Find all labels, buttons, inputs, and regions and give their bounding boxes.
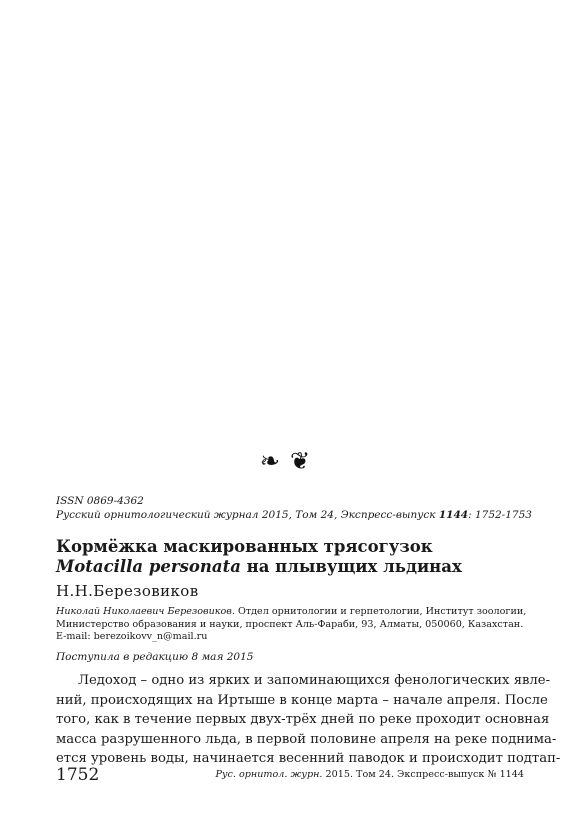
- title-species-name: Motacilla personata: [56, 557, 241, 576]
- title-line-2-rest: на плывущих льдинах: [240, 557, 462, 576]
- body-line: ется уровень воды, начинается весенний паводок и происходит подтап-: [56, 751, 561, 766]
- received-date: Поступила в редакцию 8 мая 2015: [56, 651, 254, 663]
- affiliation-line-2: Министерство образования и науки, проспект Аль-Фараби, 93, Алматы, 050060, Казахстан.: [56, 618, 524, 630]
- footer-journal-abbr: Рус. орнитол. журн.: [215, 769, 323, 780]
- running-footer: [216, 769, 525, 781]
- title-line-2: [56, 557, 462, 577]
- journal-issue-number: 1144: [438, 509, 469, 521]
- ornament-divider: [0, 447, 580, 475]
- journal-citation: [56, 508, 536, 522]
- ornament-glyph: ❧❦: [259, 447, 321, 475]
- issn-line: ISSN 0869-4362: [56, 495, 144, 507]
- body-line: Ледоход – одно из ярких и запоминающихся фенологических явле-: [78, 673, 551, 688]
- journal-pages: : 1752-1753: [468, 509, 532, 521]
- title-line-1: Кормёжка маскированных трясогузок: [56, 537, 433, 556]
- body-line: масса разрушенного льда, в первой половине апреля на реке поднима-: [56, 731, 557, 747]
- body-line: того, как в течение первых двух-трёх дней по реке проходит основная: [56, 712, 550, 727]
- article-body: [56, 671, 561, 769]
- author-name: Н.Н.Березовиков: [56, 582, 199, 600]
- affiliation-line-1: [56, 606, 526, 619]
- affiliation-email: E-mail: berezoikovv_n@mail.ru: [56, 631, 208, 642]
- page-number: 1752: [56, 765, 100, 785]
- journal-citation-prefix: Русский орнитологический журнал 2015, Том 24, Экспресс-выпуск: [56, 509, 439, 521]
- body-line: ний, происходящих на Иртыше в конце марта – начале апреля. После: [56, 692, 548, 708]
- affiliation-author-name: Николай Николаевич Березовиков: [56, 606, 232, 617]
- author-affiliation: [56, 606, 526, 644]
- affiliation-institute: . Отдел орнитологии и герпетологии, Институт зоологии,: [231, 606, 527, 617]
- footer-issue-info: 2015. Том 24. Экспресс-выпуск № 1144: [322, 769, 524, 780]
- article-title: [56, 537, 462, 577]
